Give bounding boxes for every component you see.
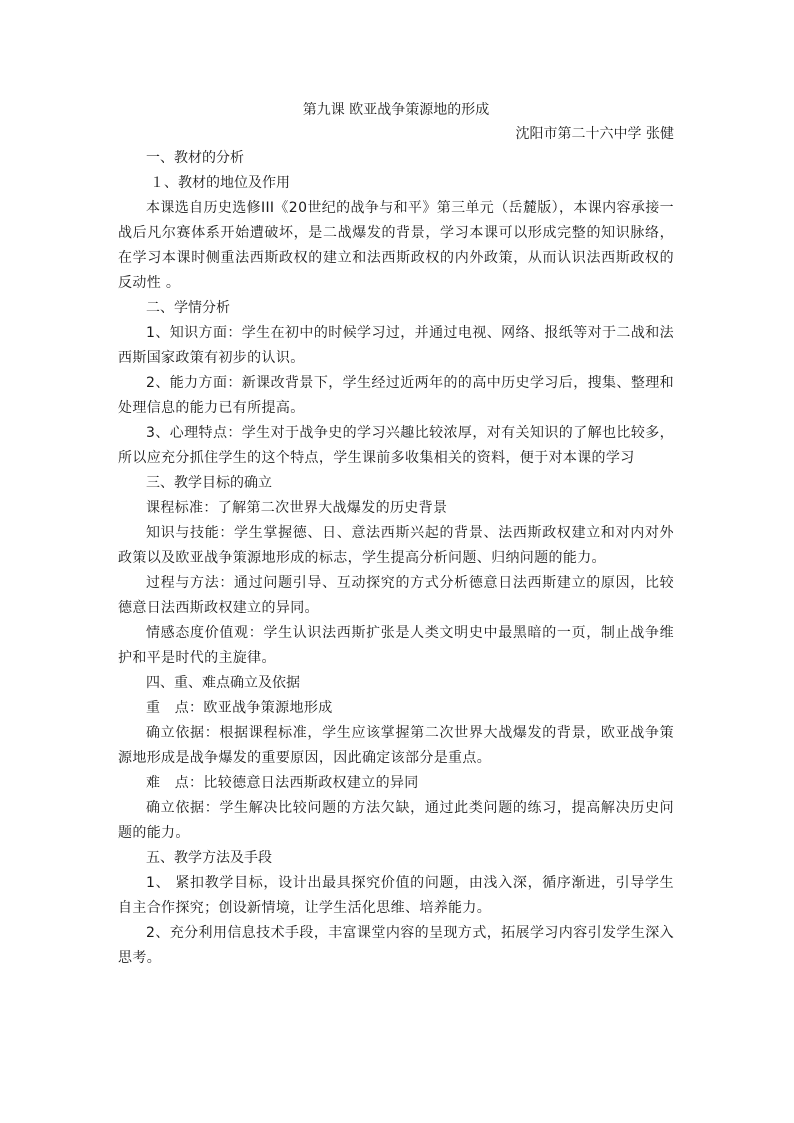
- paragraph-process-method: 过程与方法：通过问题引导、互动探究的方式分析德意日法西斯建立的原因，比较德意日法西斯政权建立的异同。: [118, 575, 674, 616]
- paragraph-values: 情感态度价值观：学生认识法西斯扩张是人类文明史中最黑暗的一页，制止战争维护和平是时代的主旋律。: [118, 625, 674, 666]
- section-heading-teaching-goals: 三、教学目标的确立: [146, 475, 272, 491]
- paragraph-psychological-traits: 3、心理特点：学生对于战争史的学习兴趣比较浓厚，对有关知识的了解也比较多，所以应充分抓住学生的这个特点，学生课前多收集相关的资料，便于对本课的学习: [118, 425, 674, 466]
- paragraph-method-2: 2、充分利用信息技术手段，丰富课堂内容的呈现方式，拓展学习内容引发学生深入思考。: [118, 925, 674, 966]
- paragraph-textbook-intro: 本课选自历史选修III《20世纪的战争与和平》第三单元（岳麓版），本课内容承接一战后凡尔赛体系开始遭破坏，是二战爆发的背景，学习本课可以形成完整的知识脉络，在学习本课时侧重法西斯政权的建立和法西斯政权的内外政策，从而认识法西斯政权的反动性 。: [118, 200, 674, 291]
- paragraph-difficult-point: 难 点：比较德意日法西斯政权建立的异同: [146, 775, 419, 791]
- paragraph-key-point: 重 点：欧亚战争策源地形成: [146, 700, 333, 716]
- document-page: [118, 98, 674, 971]
- document-title: 第九课 欧亚战争策源地的形成: [302, 102, 490, 118]
- paragraph-method-1: 1、 紧扣教学目标，设计出最具探究价值的问题，由浅入深，循序渐进，引导学生自主合作探究；创设新情境，让学生活化思维、培养能力。: [118, 875, 674, 916]
- paragraph-difficult-point-basis: 确立依据：学生解决比较问题的方法欠缺，通过此类问题的练习，提高解决历史问题的能力。: [118, 800, 674, 841]
- section-heading-methods: 五、教学方法及手段: [146, 850, 272, 866]
- section-heading-student-analysis: 二、学情分析: [146, 300, 230, 316]
- section-heading-key-points: 四、重、难点确立及依据: [146, 675, 300, 691]
- paragraph-key-point-basis: 确立依据：根据课程标准，学生应该掌握第二次世界大战爆发的背景，欧亚战争策源地形成是战争爆发的重要原因，因此确定该部分是重点。: [118, 725, 674, 766]
- document-author: 沈阳市第二十六中学 张健: [515, 126, 674, 142]
- paragraph-knowledge-skills: 知识与技能：学生掌握德、日、意法西斯兴起的背景、法西斯政权建立和对内对外政策以及欧亚战争策源地形成的标志，学生提高分析问题、归纳问题的能力。: [118, 525, 674, 566]
- paragraph-ability-aspect: 2、能力方面：新课改背景下，学生经过近两年的的高中历史学习后，搜集、整理和处理信息的能力已有所提高。: [118, 375, 674, 416]
- paragraph-curriculum-standard: 课程标准：了解第二次世界大战爆发的历史背景: [146, 500, 448, 516]
- paragraph-knowledge-aspect: 1、知识方面：学生在初中的时候学习过，并通过电视、网络、报纸等对于二战和法西斯国家政策有初步的认识。: [118, 325, 674, 366]
- section-heading-textbook-analysis: 一、教材的分析: [146, 150, 244, 166]
- subsection-heading-status-role: １、教材的地位及作用: [150, 175, 290, 191]
